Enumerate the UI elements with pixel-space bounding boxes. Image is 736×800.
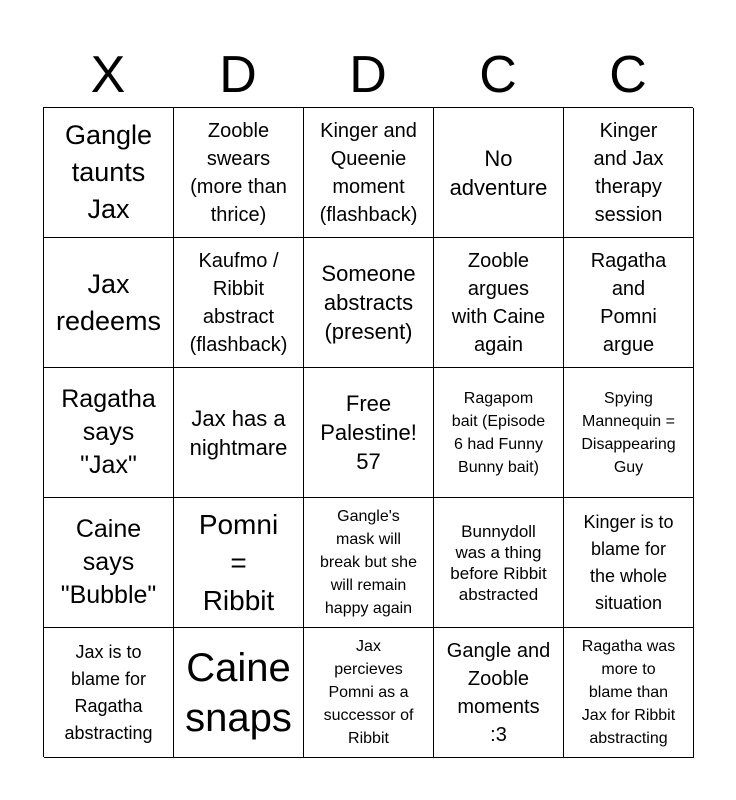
bingo-grid xyxy=(43,107,693,757)
header-letter: C xyxy=(479,46,517,104)
header-letter: D xyxy=(219,46,257,104)
bingo-cell[interactable]: Ragapom bait (Episode 6 had Funny Bunny bait) xyxy=(434,368,564,498)
header-letter: X xyxy=(90,46,126,104)
bingo-cell[interactable]: Ragatha says "Jax" xyxy=(44,368,174,498)
bingo-cell[interactable]: Kinger is to blame for the whole situation xyxy=(564,498,694,628)
bingo-cell[interactable]: Jax has a nightmare xyxy=(174,368,304,498)
bingo-cell[interactable]: Spying Mannequin = Disappearing Guy xyxy=(564,368,694,498)
bingo-cell[interactable]: Free Palestine! 57 xyxy=(304,368,434,498)
bingo-cell[interactable]: Ragatha was more to blame than Jax for Ribbit abstracting xyxy=(564,628,694,758)
header-letter: C xyxy=(609,46,647,104)
bingo-cell[interactable]: Jax is to blame for Ragatha abstracting xyxy=(44,628,174,758)
bingo-cell[interactable]: Bunnydoll was a thing before Ribbit abstracted xyxy=(434,498,564,628)
header-letter: D xyxy=(349,46,387,104)
bingo-cell[interactable]: Zooble swears (more than thrice) xyxy=(174,108,304,238)
bingo-cell[interactable]: Caine says "Bubble" xyxy=(44,498,174,628)
bingo-cell[interactable]: Kaufmo / Ribbit abstract (flashback) xyxy=(174,238,304,368)
bingo-cell[interactable]: Someone abstracts (present) xyxy=(304,238,434,368)
bingo-cell[interactable]: Ragatha and Pomni argue xyxy=(564,238,694,368)
bingo-cell[interactable]: Pomni = Ribbit xyxy=(174,498,304,628)
bingo-cell[interactable]: Jax redeems xyxy=(44,238,174,368)
bingo-cell[interactable]: No adventure xyxy=(434,108,564,238)
bingo-cell[interactable]: Kinger and Jax therapy session xyxy=(564,108,694,238)
bingo-cell[interactable]: Jax percieves Pomni as a successor of Ribbit xyxy=(304,628,434,758)
bingo-cell[interactable]: Gangle and Zooble moments :3 xyxy=(434,628,564,758)
bingo-cell[interactable]: Zooble argues with Caine again xyxy=(434,238,564,368)
bingo-cell[interactable]: Gangle taunts Jax xyxy=(44,108,174,238)
bingo-cell[interactable]: Caine snaps xyxy=(174,628,304,758)
bingo-header xyxy=(43,42,693,108)
bingo-cell[interactable]: Gangle's mask will break but she will remain happy again xyxy=(304,498,434,628)
bingo-cell[interactable]: Kinger and Queenie moment (flashback) xyxy=(304,108,434,238)
